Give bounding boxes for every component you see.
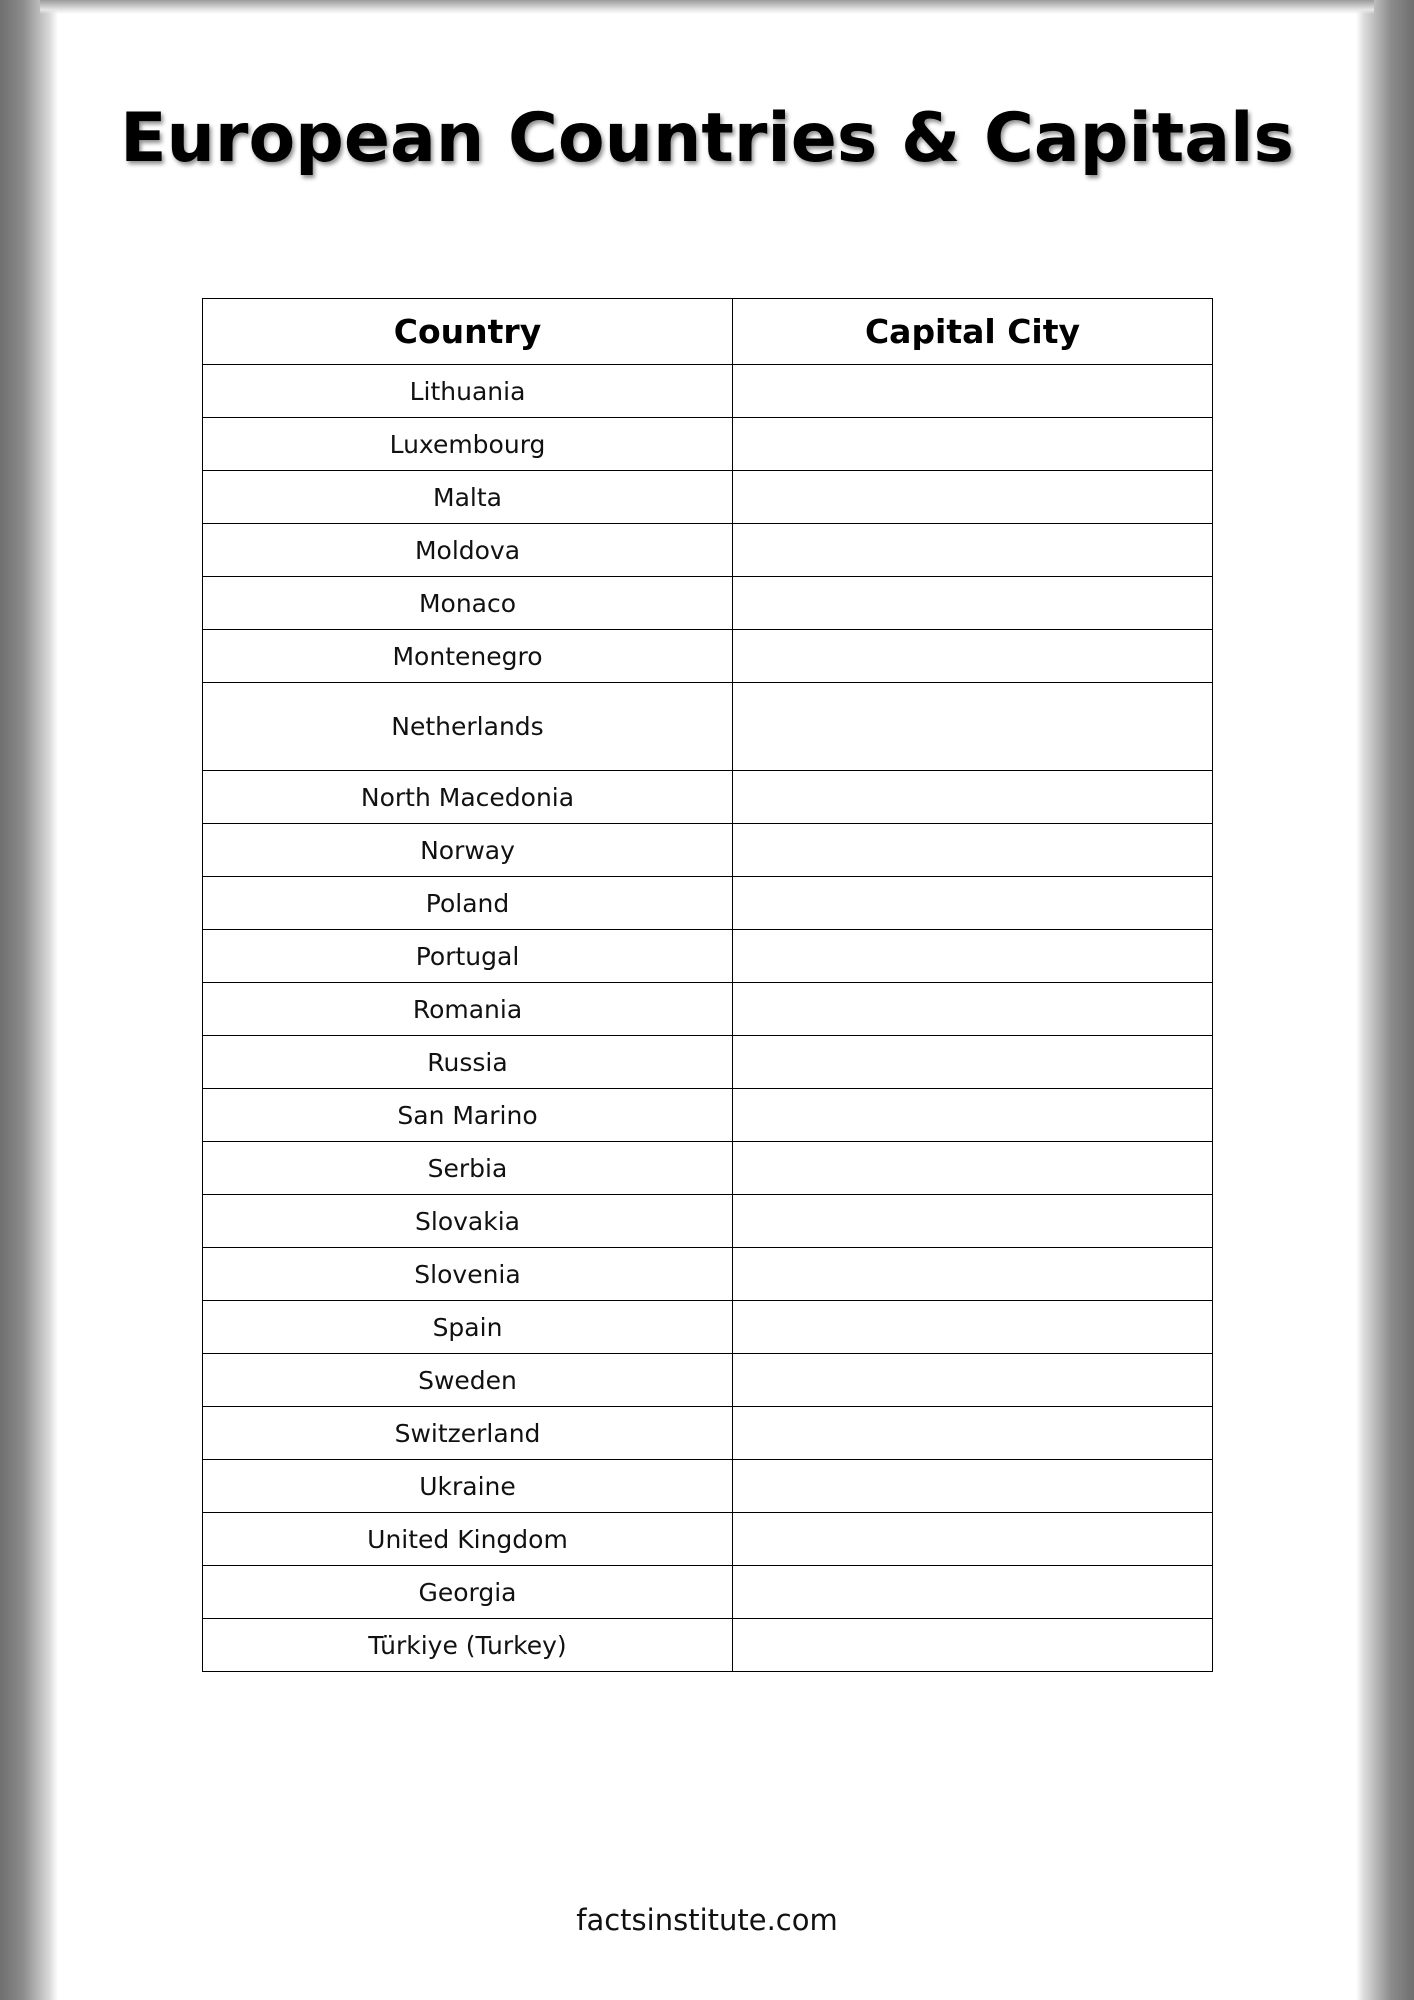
table-row xyxy=(203,524,1213,577)
country-cell: Switzerland xyxy=(203,1407,733,1460)
table-body xyxy=(203,365,1213,1672)
capital-cell xyxy=(733,1407,1213,1460)
table-row xyxy=(203,630,1213,683)
capital-cell xyxy=(733,824,1213,877)
country-cell: United Kingdom xyxy=(203,1513,733,1566)
capital-cell xyxy=(733,471,1213,524)
capital-cell xyxy=(733,1036,1213,1089)
table-row xyxy=(203,1354,1213,1407)
capital-cell xyxy=(733,1301,1213,1354)
capital-cell xyxy=(733,577,1213,630)
table-header-row xyxy=(203,299,1213,365)
country-cell: Malta xyxy=(203,471,733,524)
capital-cell xyxy=(733,1248,1213,1301)
table-row xyxy=(203,930,1213,983)
table-row xyxy=(203,1407,1213,1460)
country-cell: Türkiye (Turkey) xyxy=(203,1619,733,1672)
capital-cell xyxy=(733,524,1213,577)
table-row xyxy=(203,577,1213,630)
table-row xyxy=(203,1248,1213,1301)
capital-cell xyxy=(733,1142,1213,1195)
capital-cell xyxy=(733,1566,1213,1619)
capital-cell xyxy=(733,365,1213,418)
country-cell: Netherlands xyxy=(203,683,733,771)
capital-cell xyxy=(733,983,1213,1036)
country-cell: Poland xyxy=(203,877,733,930)
country-column-header: Country xyxy=(203,299,733,365)
capital-cell xyxy=(733,630,1213,683)
capital-cell xyxy=(733,1195,1213,1248)
capital-cell xyxy=(733,1354,1213,1407)
country-cell: Sweden xyxy=(203,1354,733,1407)
country-cell: Ukraine xyxy=(203,1460,733,1513)
country-cell: Moldova xyxy=(203,524,733,577)
table-row xyxy=(203,1301,1213,1354)
capital-cell xyxy=(733,1513,1213,1566)
table-row xyxy=(203,771,1213,824)
country-cell: Serbia xyxy=(203,1142,733,1195)
capital-column-header: Capital City xyxy=(733,299,1213,365)
footer-website: factsinstitute.com xyxy=(576,1903,838,1937)
capital-cell xyxy=(733,1460,1213,1513)
table-row xyxy=(203,1460,1213,1513)
country-cell: Lithuania xyxy=(203,365,733,418)
capital-cell xyxy=(733,1089,1213,1142)
table-row xyxy=(203,877,1213,930)
capital-cell xyxy=(733,683,1213,771)
table-row xyxy=(203,983,1213,1036)
right-border-shade xyxy=(1356,0,1414,2000)
left-border-shade xyxy=(0,0,58,2000)
country-cell: Monaco xyxy=(203,577,733,630)
countries-table xyxy=(202,298,1213,1672)
page-title: European Countries & Capitals xyxy=(120,99,1294,178)
table-row xyxy=(203,1566,1213,1619)
table-row xyxy=(203,418,1213,471)
country-cell: Montenegro xyxy=(203,630,733,683)
country-cell: Luxembourg xyxy=(203,418,733,471)
country-cell: Romania xyxy=(203,983,733,1036)
country-cell: Portugal xyxy=(203,930,733,983)
table-row xyxy=(203,365,1213,418)
capital-cell xyxy=(733,1619,1213,1672)
table-row xyxy=(203,1089,1213,1142)
country-cell: Georgia xyxy=(203,1566,733,1619)
country-cell: San Marino xyxy=(203,1089,733,1142)
table-row xyxy=(203,683,1213,771)
country-cell: Spain xyxy=(203,1301,733,1354)
table-row xyxy=(203,1619,1213,1672)
table-row xyxy=(203,1142,1213,1195)
country-cell: North Macedonia xyxy=(203,771,733,824)
country-cell: Norway xyxy=(203,824,733,877)
top-border-shade xyxy=(40,0,1374,14)
country-cell: Slovenia xyxy=(203,1248,733,1301)
table-row xyxy=(203,471,1213,524)
table-row xyxy=(203,1195,1213,1248)
capital-cell xyxy=(733,877,1213,930)
capital-cell xyxy=(733,418,1213,471)
table-row xyxy=(203,1036,1213,1089)
table-row xyxy=(203,824,1213,877)
table-row xyxy=(203,1513,1213,1566)
country-cell: Slovakia xyxy=(203,1195,733,1248)
capital-cell xyxy=(733,771,1213,824)
capital-cell xyxy=(733,930,1213,983)
country-cell: Russia xyxy=(203,1036,733,1089)
